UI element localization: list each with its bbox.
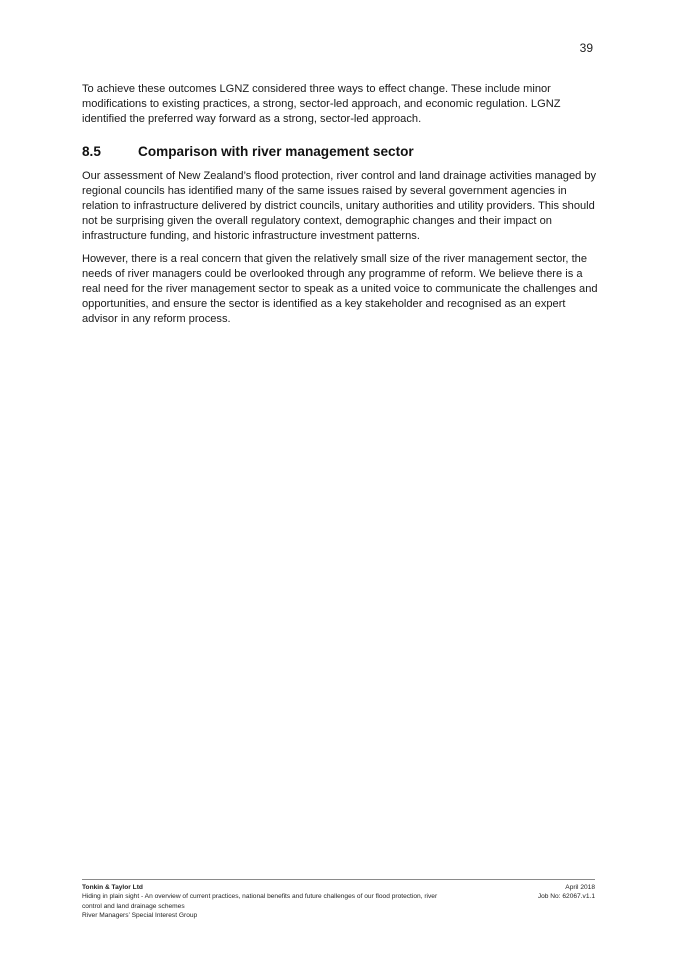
footer-job-number: Job No: 62067.v1.1 <box>537 893 595 901</box>
section-heading <box>82 144 598 159</box>
footer-left <box>82 883 442 921</box>
section-number: 8.5 <box>82 143 101 159</box>
footer-company: Tonkin & Taylor Ltd <box>82 884 143 891</box>
page-number: 39 <box>579 41 593 55</box>
footer-right <box>538 883 595 921</box>
section-paragraph-1: Our assessment of New Zealand’s flood protection, river control and land drainage activities managed by regional councils has identified many of the same issues raised by several government agencies in relation to infrastructure delivered by district councils, unitary authorities and utility providers. This should not be surprising given the overall regulatory context, demographic changes and their impact on infrastructure funding, and historic infrastructure investment patterns. <box>82 169 597 243</box>
footer-group: River Managers’ Special Interest Group <box>82 912 198 920</box>
footer-document-title: Hiding in plain sight - An overview of current practices, national benefits and future challenges of our flood protection, river control and land drainage schemes <box>82 893 438 910</box>
section-paragraph-2: However, there is a real concern that given the relatively small size of the river management sector, the needs of river managers could be overlooked through any programme of reform. We believe there is a real need for the river management sector to speak as a united voice to communicate the challenges and opportunities, and ensure the sector is identified as a key stakeholder and recognised as an expert advisor in any reform process. <box>82 252 598 326</box>
intro-paragraph: To achieve these outcomes LGNZ considered three ways to effect change. These include minor modifications to existing practices, a strong, sector-led approach, and economic regulation. LGNZ identified the preferred way forward as a strong, sector-led approach. <box>82 83 561 126</box>
page-body <box>82 82 598 335</box>
footer-date: April 2018 <box>565 884 595 891</box>
section-title: Comparison with river management sector <box>138 143 414 159</box>
page-footer <box>82 879 595 921</box>
